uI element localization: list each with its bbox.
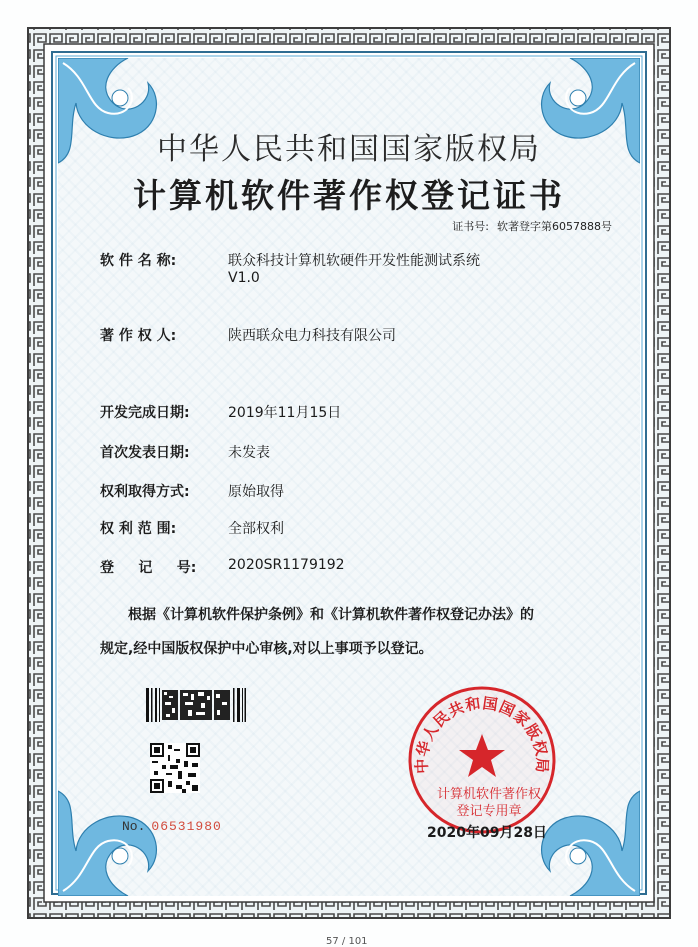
corner-ornament-bottom-left (58, 786, 188, 896)
page-indicator: 57 / 101 (326, 936, 368, 947)
statement-line-1: 根据《计算机软件保护条例》和《计算机软件著作权登记办法》的 (128, 607, 534, 623)
qr-code (150, 743, 200, 793)
field-label: 权利取得方式: (100, 484, 190, 500)
certificate-title: 计算机软件著作权登记证书 (133, 176, 565, 215)
serial-number (122, 819, 222, 834)
field-value (228, 250, 548, 286)
field-value: 未发表 (228, 445, 270, 461)
field-label: 开发完成日期: (100, 405, 190, 421)
software-name-version: V1.0 (228, 270, 260, 286)
seal-line-1: 计算机软件著作权 (436, 787, 541, 802)
statement-line-2: 规定,经中国版权保护中心审核,对以上事项予以登记。 (100, 641, 433, 657)
issue-date: 2020年09月28日 (427, 825, 547, 841)
field-value: 原始取得 (228, 484, 284, 500)
certificate-number-label: 证书号: (452, 220, 489, 233)
statement-text (100, 598, 610, 666)
seal-line-2: 登记专用章 (456, 804, 522, 819)
field-software-name (100, 250, 548, 286)
field-acquisition-method (100, 481, 548, 501)
field-rights-scope (100, 518, 548, 538)
certificate-number-value: 软著登字第6057888号 (497, 220, 612, 233)
seal-arc-text: 中华人民共和国国家版权局 (412, 694, 552, 775)
field-value: 全部权利 (228, 521, 284, 537)
field-registration-number (100, 557, 548, 577)
field-value: 2020SR1179192 (228, 557, 345, 573)
authority-title: 中华人民共和国国家版权局 (157, 132, 541, 167)
serial-value: 06531980 (151, 819, 222, 834)
field-label: 著 作 权 人: (100, 328, 177, 344)
field-first-publication-date (100, 442, 548, 462)
field-label: 软 件 名 称: (100, 253, 177, 269)
field-copyright-owner (100, 325, 548, 345)
field-label: 首次发表日期: (100, 445, 190, 461)
field-completion-date (100, 402, 548, 422)
barcode (146, 688, 246, 722)
field-label: 权 利 范 围: (100, 521, 177, 537)
software-name-line1: 联众科技计算机软硬件开发性能测试系统 (228, 253, 480, 269)
field-value: 2019年11月15日 (228, 405, 342, 421)
field-label: 登 记 号: (100, 560, 197, 576)
field-value: 陕西联众电力科技有限公司 (228, 328, 396, 344)
serial-prefix: No. (122, 819, 146, 834)
certificate-number (452, 218, 612, 234)
